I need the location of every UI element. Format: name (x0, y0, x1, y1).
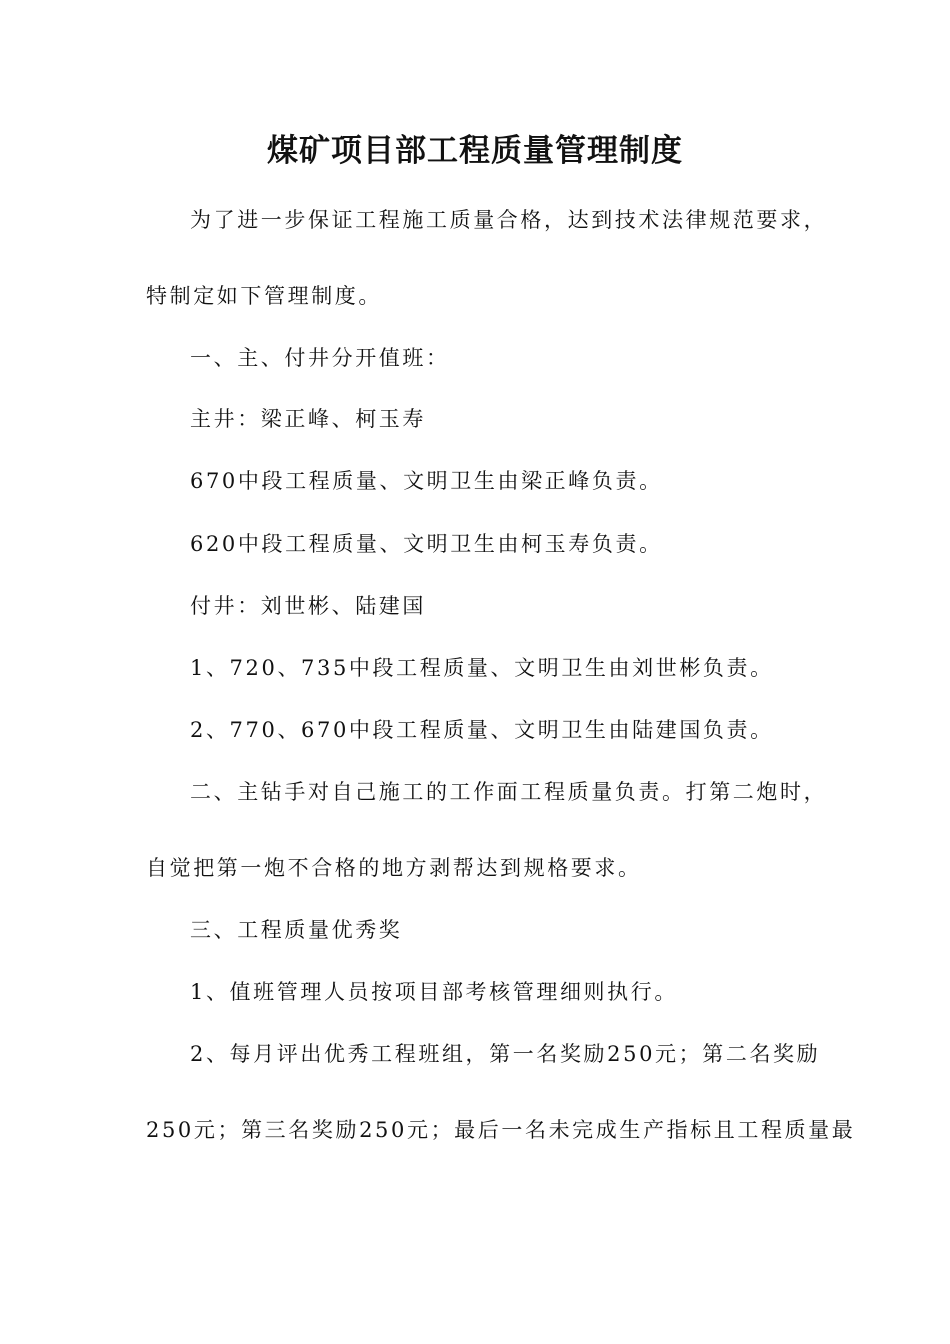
paragraph-intro-line-2: 特制定如下管理制度。 (146, 284, 382, 308)
award-item-1: 1、值班管理人员按项目部考核管理细则执行。 (190, 980, 678, 1004)
section-2-line-2: 自觉把第一炮不合格的地方剥帮达到规格要求。 (146, 856, 642, 880)
paragraph-intro-line-1: 为了进一步保证工程施工质量合格，达到技术法律规范要求， (190, 208, 828, 232)
level-620-duty: 620中段工程质量、文明卫生由柯玉寿负责。 (190, 532, 663, 556)
award-item-2-line-1: 2、每月评出优秀工程班组，第一名奖励250元；第二名奖励 (190, 1042, 821, 1066)
aux-duty-item-2: 2、770、670中段工程质量、文明卫生由陆建国负责。 (190, 718, 774, 742)
aux-duty-item-1: 1、720、735中段工程质量、文明卫生由刘世彬负责。 (190, 656, 774, 680)
main-shaft-staff: 主井：梁正峰、柯玉寿 (190, 407, 426, 431)
auxiliary-shaft-staff: 付井：刘世彬、陆建国 (190, 594, 426, 618)
section-heading-1: 一、主、付井分开值班： (190, 346, 450, 370)
section-heading-3: 三、工程质量优秀奖 (190, 918, 403, 942)
document-title: 煤矿项目部工程质量管理制度 (267, 133, 683, 169)
section-2-line-1: 二、主钻手对自己施工的工作面工程质量负责。打第二炮时， (190, 780, 828, 804)
award-item-2-line-2: 250元；第三名奖励250元；最后一名未完成生产指标且工程质量最 (146, 1118, 856, 1142)
level-670-duty: 670中段工程质量、文明卫生由梁正峰负责。 (190, 469, 663, 493)
